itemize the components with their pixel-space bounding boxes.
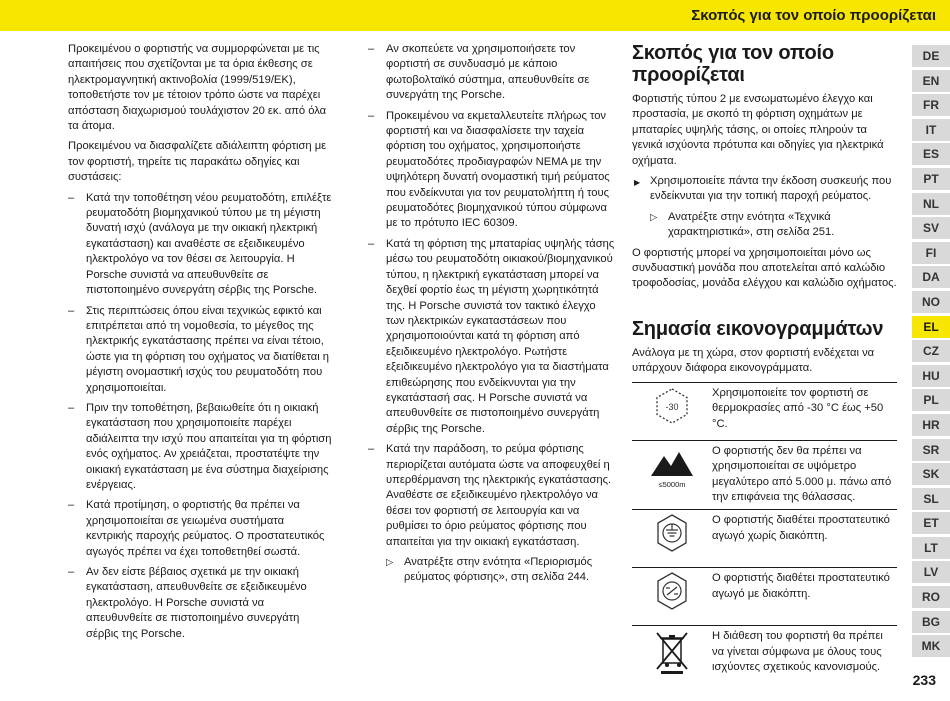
list-item: – Κατά τη φόρτιση της μπαταρίας υψηλής τάσης μέσω του ρευματοδότη οικιακού/βιομηχανικού τύπου, η ηλεκτρική εγκατάσταση μπορεί να δεχθεί φορτίο έως τη μέγιστη χωρητικότητά της. Η Porsche συνιστά τον τακτικό έλεγχο των ηλεκτρικών εγκαταστάσεων που χρησιμοποιούνται κατά τη φόρτιση από εξειδικευμένο ηλεκτρολόγο. Ρωτήστε εξειδικευμένο ηλεκτρολόγο για τα διαστήματα επιθεώρησης που ενδείκνυνται για την εγκατάστασή σας. Η Porsche συνιστά να απευθυνθείτε σε πιστοποιημένο συνεργάτη σέρβις της Porsche. — [368, 237, 616, 437]
section-heading-pictograms: Σημασία εικονογραμμάτων — [632, 317, 884, 340]
table-row — [632, 382, 897, 440]
instruction-step: ▶ Χρησιμοποιείτε πάντα την έκδοση συσκευής που ενδείκνυται για την τοπική παροχή ρεύματος. — [632, 174, 897, 205]
language-tab-cz[interactable]: CZ — [912, 340, 950, 362]
language-tab-mk[interactable]: MK — [912, 635, 950, 657]
table-row — [632, 626, 897, 685]
language-tab-lv[interactable]: LV — [912, 561, 950, 583]
language-tab-sk[interactable]: SK — [912, 463, 950, 485]
list-item: – Κατά την παράδοση, το ρεύμα φόρτισης περιορίζεται αυτόματα ώστε να αποφευχθεί η υπερθέρμανση της ηλεκτρικής εγκατάστασης. Αναθέστε σε εξειδικευμένο ηλεκτρολόγο να θέσει τον φορτιστή σε λειτουργία και να ρυθμίσει το όριο ρεύματος φόρτισης που απαιτείται για την οικιακή εγκατάσταση. — [368, 442, 616, 550]
language-tab-nl[interactable]: NL — [912, 193, 950, 215]
language-tab-hu[interactable]: HU — [912, 365, 950, 387]
list-item: – Πριν την τοποθέτηση, βεβαιωθείτε ότι η οικιακή εγκατάσταση που χρησιμοποιείτε παρέχει αδιάλειπτα την ισχύ που απαιτείται για τη φόρτιση ενός οχήματος. Αν χρειάζεται, προστατέψτε την οικιακή εγκατάσταση με ένα σύστημα διαχείρισης ενέργειας. — [68, 401, 332, 493]
pictogram-description: Ο φορτιστής διαθέτει προστατευτικό αγωγό με διακόπτη. — [712, 568, 897, 626]
pictogram-description: Ο φορτιστής διαθέτει προστατευτικό αγωγό χωρίς διακόπτη. — [712, 510, 897, 568]
recommendation-list — [68, 191, 332, 642]
protective-conductor-switch-icon — [654, 571, 690, 611]
pictogram-table — [632, 382, 897, 685]
list-item: – Προκειμένου να εκμεταλλευτείτε πλήρως τον φορτιστή και να διασφαλίσετε την ταχεία φόρτιση του οχήματος, χρησιμοποιήστε ρευματοδότες προδιαγραφών NEMA με την υψηλότερη δυνατή ονομαστική τιμή ρεύματος που ενδείκνυται για τον ρευματολήπτη ή τους ρευματοδότες βιομηχανικού τύπου σύμφωνα με το πρότυπο IEC 60309. — [368, 109, 616, 232]
weee-crossed-bin-icon — [652, 629, 692, 675]
paragraph-combination-unit: Ο φορτιστής μπορεί να χρησιμοποιείται μόνο ως συνδυαστική μονάδα που αποτελείται από καλώδιο τροφοδοσίας, μονάδα ελέγχου και καλώδιο οχήματος. — [632, 246, 897, 290]
list-item: – Στις περιπτώσεις όπου είναι τεχνικώς εφικτό και επιτρέπεται από τη νομοθεσία, το μέγεθος της ηλεκτρικής εγκατάστασης πρέπει να είναι τέτοιο, ώστε για τη φόρτιση του οχήματος να διατίθεται η μέγιστη ονομαστική ισχύς του ρευματοδότη που χρησιμοποιείται. — [68, 304, 332, 396]
column-2 — [368, 42, 616, 591]
pictogram-description: Ο φορτιστής δεν θα πρέπει να χρησιμοποιείται σε υψόμετρο μεγαλύτερο από 5.000 μ. πάνω από την επιφάνεια της θάλασσας. — [712, 440, 897, 510]
paragraph-pictograms-intro: Ανάλογα με τη χώρα, στον φορτιστή ενδέχεται να υπάρχουν διάφορα εικονογράμματα. — [632, 346, 875, 375]
paragraph-emf-distance: Προκειμένου ο φορτιστής να συμμορφώνεται με τις απαιτήσεις που σχετίζονται με τα όρια έκθεσης σε ηλεκτρομαγνητική ακτινοβολία (1999/519/ΕΚ), τοποθετήστε τον με τέτοιον τρόπο ώστε να παρέχει απόσταση διαχωρισμού τουλάχιστον 20 εκ. από όλα τα άτομα. — [68, 43, 327, 133]
header-bar — [0, 0, 950, 31]
language-tab-fr[interactable]: FR — [912, 94, 950, 116]
pictogram-description: Η διάθεση του φορτιστή θα πρέπει να γίνεται σύμφωνα με όλους τους ισχύοντες σχετικούς κανονισμούς. — [712, 626, 897, 685]
language-tab-fi[interactable]: FI — [912, 242, 950, 264]
language-tab-it[interactable]: IT — [912, 119, 950, 141]
column-1 — [68, 42, 332, 647]
table-row — [632, 568, 897, 626]
cross-reference-charging-current: ▷ Ανατρέξτε στην ενότητα «Περιορισμός ρεύματος φόρτισης», στη σελίδα 244. — [386, 555, 616, 586]
language-tab-lt[interactable]: LT — [912, 537, 950, 559]
page-header-title: Σκοπός για τον οποίο προορίζεται — [691, 7, 936, 24]
language-tabs — [912, 45, 950, 660]
cross-reference-technical-data: ▷ Ανατρέξτε στην ενότητα «Τεχνικά χαρακτηριστικά», στη σελίδα 251. — [650, 210, 897, 241]
list-item: – Κατά την τοποθέτηση νέου ρευματοδότη, επιλέξτε ρευματοδότη βιομηχανικού τύπου με τη μέγιστη δυνατή ισχύ (ανάλογα με την οικιακή ηλεκτρική εγκατάσταση) και αναθέστε σε εξειδικευμένο ηλεκτρολόγο να τον θέσει σε λειτουργία. Η Porsche συνιστά να απευθυνθείτε σε πιστοποιημένο συνεργάτη σέρβις της Porsche. — [68, 191, 332, 299]
no-protective-conductor-icon — [654, 513, 690, 553]
language-tab-de[interactable]: DE — [912, 45, 950, 67]
language-tab-hr[interactable]: HR — [912, 414, 950, 436]
section-heading-intended-use: Σκοπός για τον οποίο προορίζεται — [632, 42, 834, 86]
column-3 — [632, 42, 897, 685]
language-tab-en[interactable]: EN — [912, 70, 950, 92]
language-tab-sr[interactable]: SR — [912, 439, 950, 461]
language-tab-es[interactable]: ES — [912, 143, 950, 165]
language-tab-pt[interactable]: PT — [912, 168, 950, 190]
recommendation-list-continued — [368, 42, 616, 550]
paragraph-uninterrupted-charging: Προκειμένου να διασφαλίζετε αδιάλειπτη φόρτιση με τον φορτιστή, τηρείτε τις παρακάτω οδηγίες και συστάσεις: — [68, 140, 327, 184]
list-item: – Αν δεν είστε βέβαιος σχετικά με την οικιακή εγκατάσταση, απευθυνθείτε σε εξειδικευμένο ηλεκτρολόγο. Η Porsche συνιστά να απευθυνθείτε σε πιστοποιημένο συνεργάτη σέρβις της Porsche. — [68, 565, 332, 642]
language-tab-et[interactable]: ET — [912, 512, 950, 534]
mountain-altitude-icon — [647, 444, 697, 490]
table-row — [632, 510, 897, 568]
language-tab-pl[interactable]: PL — [912, 389, 950, 411]
paragraph-charger-type: Φορτιστής τύπου 2 με ενσωματωμένο έλεγχο και προστασία, με σκοπό τη φόρτιση οχημάτων με μπαταρίες υψηλής τάσης, οι οποίες πληρούν τα γενικά ισχύοντα πρότυπα και οδηγίες για ηλεκτρικά οχήματα. — [632, 93, 884, 167]
list-item: – Αν σκοπεύετε να χρησιμοποιήσετε τον φορτιστή σε συνδυασμό με κάποιο φωτοβολταϊκό σύστημα, απευθυνθείτε σε συνεργάτη της Porsche. — [368, 42, 616, 104]
pictogram-description: Χρησιμοποιείτε τον φορτιστή σε θερμοκρασίες από -30 °C έως +50 °C. — [712, 382, 897, 440]
list-item: – Κατά προτίμηση, ο φορτιστής θα πρέπει να χρησιμοποιείται σε γειωμένα συστήματα κεντρικής παροχής ρεύματος. Ο προστατευτικός αγωγός πρέπει να έχει τοποθετηθεί σωστά. — [68, 498, 332, 560]
temperature-hexagon-icon — [652, 386, 692, 426]
language-tab-bg[interactable]: BG — [912, 611, 950, 633]
language-tab-ro[interactable]: RO — [912, 586, 950, 608]
language-tab-da[interactable]: DA — [912, 266, 950, 288]
page-number: 233 — [912, 672, 936, 688]
altitude-icon-label: ≤5000m — [658, 479, 686, 489]
table-row — [632, 440, 897, 510]
language-tab-no[interactable]: NO — [912, 291, 950, 313]
language-tab-sl[interactable]: SL — [912, 488, 950, 510]
language-tab-el[interactable]: EL — [912, 316, 950, 338]
language-tab-sv[interactable]: SV — [912, 217, 950, 239]
temperature-icon-label: -30 — [665, 401, 679, 412]
